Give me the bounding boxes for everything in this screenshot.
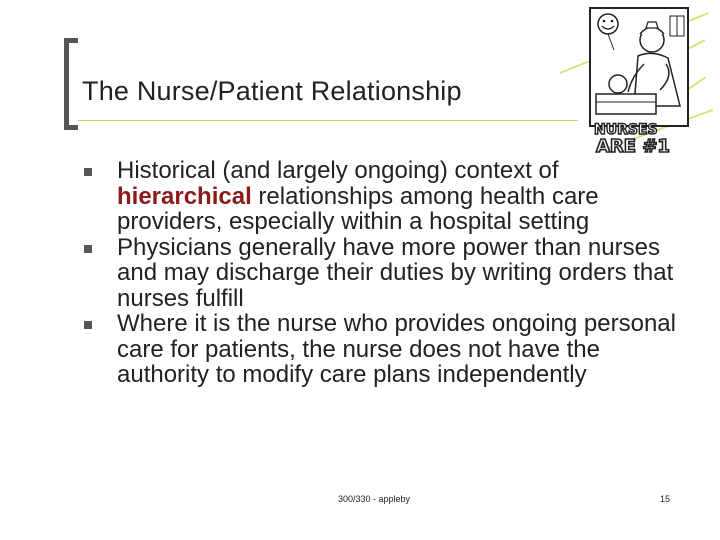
nurse-cartoon-image xyxy=(588,6,718,156)
cartoon-caption-top: NURSES xyxy=(594,122,658,138)
cartoon-caption-bottom: ARE #1 xyxy=(596,136,670,156)
bullet-text: Physicians generally have more power than nurses and may discharge their duties by writing orders that nurses fulfill xyxy=(117,233,674,312)
bullet-item xyxy=(84,235,684,312)
title-underline xyxy=(78,120,578,121)
square-bullet-icon xyxy=(84,321,92,329)
bullet-text: Where it is the nurse who provides ongoing personal care for patients, the nurse does not have the authority to modify care plans independently xyxy=(117,310,676,388)
bullet-item xyxy=(84,158,684,235)
slide-number: 15 xyxy=(660,494,671,504)
square-bullet-icon xyxy=(84,245,92,253)
bullet-list xyxy=(84,158,684,388)
title-bracket xyxy=(64,38,78,130)
bullet-emphasis: hierarchical xyxy=(117,182,252,210)
bullet-item xyxy=(84,311,684,388)
bullet-text-start: Historical (and largely ongoing) context of xyxy=(117,157,559,184)
square-bullet-icon xyxy=(84,168,92,176)
slide-title: The Nurse/Patient Relationship xyxy=(82,76,462,106)
bullet-text-end: relationships among health care providers, especially within a hospital setting xyxy=(117,182,599,235)
slide-footer: 300/330 - appleby xyxy=(338,494,411,504)
